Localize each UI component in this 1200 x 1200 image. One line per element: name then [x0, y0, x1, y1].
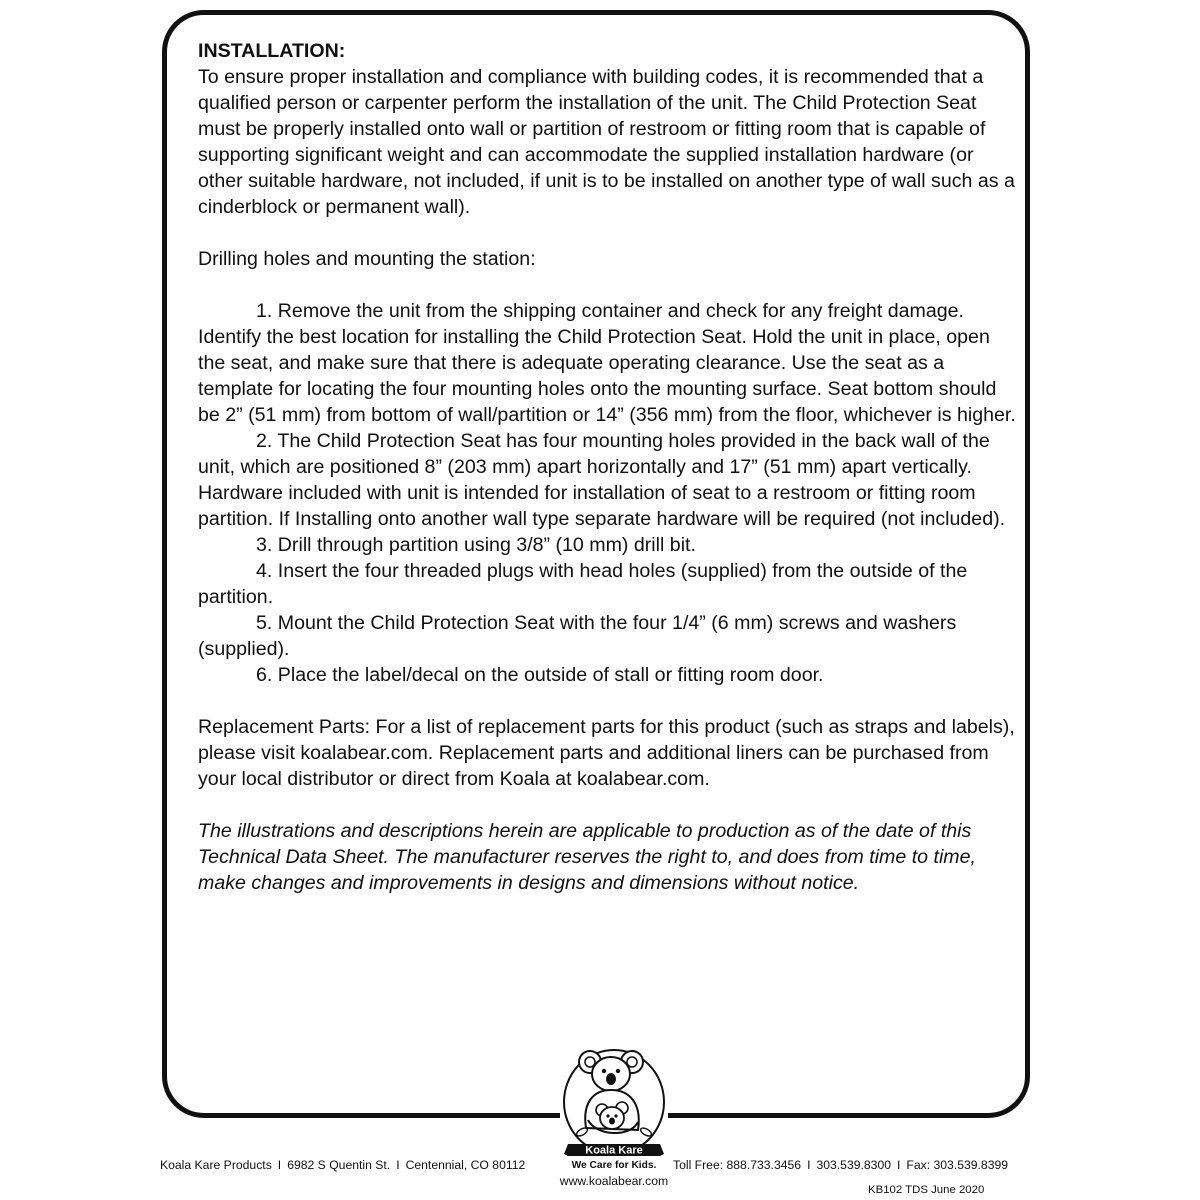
footer-city: Centennial, CO 80112 — [405, 1158, 526, 1172]
footer-website[interactable]: www.koalabear.com — [559, 1174, 669, 1188]
koala-kare-logo — [560, 1040, 668, 1172]
disclaimer: The illustrations and descriptions herein are applicable to production as of the date of this Technical Data Sheet. The manufacturer reserves the right to, and does from time to time, make changes and improvements in designs and dimensions without notice. — [198, 820, 976, 894]
footer-doc-id: KB102 TDS June 2020 — [868, 1184, 985, 1196]
footer-contact: Toll Free: 888.733.3456 I 303.539.8300 I Fax: 303.539.8399 — [673, 1158, 1009, 1172]
footer-toll-free: Toll Free: 888.733.3456 — [673, 1158, 802, 1172]
footer-company: Koala Kare Products — [160, 1158, 272, 1172]
replacement-parts: Replacement Parts: For a list of replacement parts for this product (such as straps and labels), please visit koalabear.com. Replacement parts and additional liners can be purchased from your local distributor or direct from Koala at koalabear.com. — [198, 716, 1015, 790]
installation-intro: To ensure proper installation and compliance with building codes, it is recommended that a qualified person or carpenter perform the installation of the unit. The Child Protection Seat must be properly installed onto wall or partition of restroom or fitting room that is capable of supporting significant weight and can accommodate the supplied installation hardware (or other suitable hardware, not included, if unit is to be installed on another type of wall such as a cinderblock or permanent wall). — [198, 66, 1015, 218]
step-4: 4. Insert the four threaded plugs with head holes (supplied) from the outside of the partition. — [198, 560, 968, 608]
footer-phone: 303.539.8300 — [816, 1158, 892, 1172]
drilling-subheading: Drilling holes and mounting the station: — [198, 248, 536, 270]
step-5: 5. Mount the Child Protection Seat with the four 1/4” (6 mm) screws and washers (supplied). — [198, 612, 957, 660]
logo-tagline: We Care for Kids. — [571, 1160, 657, 1171]
step-3: 3. Drill through partition using 3/8” (10 mm) drill bit. — [256, 534, 696, 556]
step-2: 2. The Child Protection Seat has four mounting holes provided in the back wall of the unit, which are positioned 8” (203 mm) apart horizontally and 17” (51 mm) apart vertically. Hardware included with unit is intended for installation of seat to a restroom or fitting room partition. If Installing onto another wall type separate hardware will be required (not included). — [198, 430, 1006, 530]
koala-bear-icon — [560, 1040, 668, 1172]
footer-address: Koala Kare Products I 6982 S Quentin St. I Centennial, CO 80112 — [160, 1158, 526, 1172]
step-6: 6. Place the label/decal on the outside of stall or fitting room door. — [256, 664, 824, 686]
step-1: 1. Remove the unit from the shipping container and check for any freight damage. Identify the best location for installing the Child Protection Seat. Hold the unit in place, open the seat, and make sure that there is adequate operating clearance. Use the seat as a template for locating the four mounting holes onto the mounting surface. Seat bottom should be 2” (51 mm) from bottom of wall/partition or 14” (356 mm) from the floor, whichever is higher. — [198, 300, 1016, 426]
installation-section — [198, 38, 1018, 896]
footer-fax: Fax: 303.539.8399 — [906, 1158, 1009, 1172]
logo-brand-text: Koala Kare — [585, 1144, 643, 1157]
installation-heading: INSTALLATION: — [198, 40, 346, 62]
footer-street: 6982 S Quentin St. — [287, 1158, 391, 1172]
